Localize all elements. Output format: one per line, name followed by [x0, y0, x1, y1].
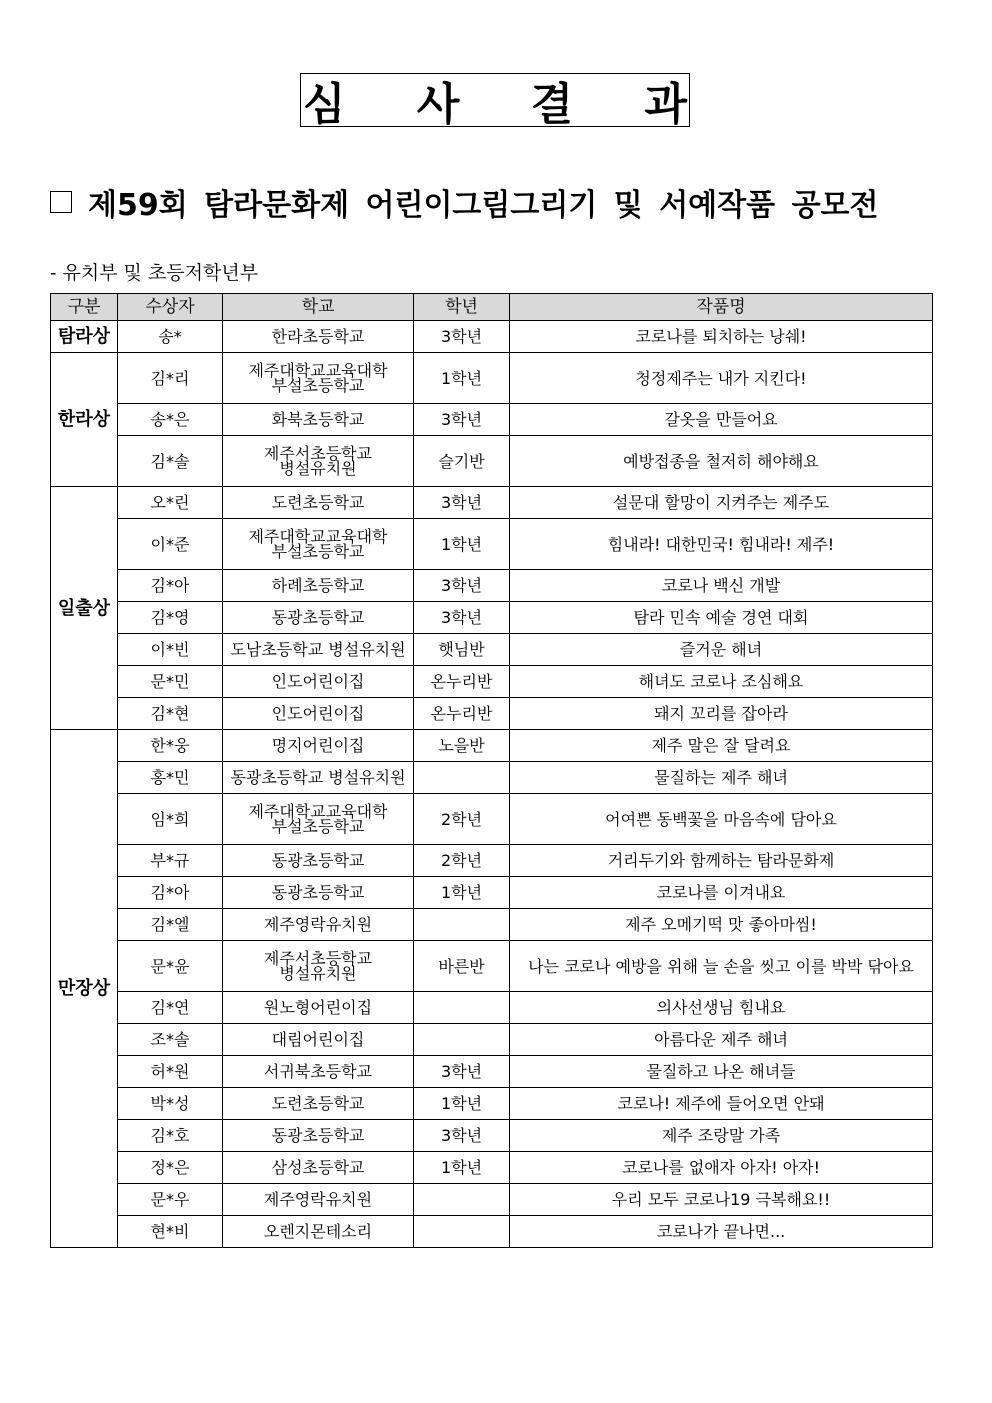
winner-name: 임*희 [118, 794, 223, 845]
table-row [51, 845, 933, 877]
work-title: 갈옷을 만들어요 [510, 404, 933, 436]
work-title: 우리 모두 코로나19 극복해요!! [510, 1184, 933, 1216]
school-name: 삼성초등학교 [223, 1152, 414, 1184]
work-title: 물질하고 나온 해녀들 [510, 1056, 933, 1088]
awards-table [50, 293, 933, 1248]
winner-name: 송* [118, 321, 223, 353]
grade [414, 1024, 510, 1056]
school-name: 한라초등학교 [223, 321, 414, 353]
table-row [51, 941, 933, 992]
grade: 2학년 [414, 845, 510, 877]
grade: 3학년 [414, 1120, 510, 1152]
table-row [51, 794, 933, 845]
school-name: 대림어린이집 [223, 1024, 414, 1056]
winner-name: 김*솔 [118, 436, 223, 487]
table-row [51, 666, 933, 698]
school-name: 동광초등학교 [223, 877, 414, 909]
grade: 3학년 [414, 602, 510, 634]
winner-name: 한*웅 [118, 730, 223, 762]
work-title: 코로나를 퇴치하는 낭쉐! [510, 321, 933, 353]
school-name: 하례초등학교 [223, 570, 414, 602]
work-title: 나는 코로나 예방을 위해 늘 손을 씻고 이를 박박 닦아요 [510, 941, 933, 992]
work-title: 어여쁜 동백꽃을 마음속에 담아요 [510, 794, 933, 845]
grade [414, 1184, 510, 1216]
table-row [51, 992, 933, 1024]
winner-name: 이*빈 [118, 634, 223, 666]
work-title: 돼지 꼬리를 잡아라 [510, 698, 933, 730]
winner-name: 김*호 [118, 1120, 223, 1152]
grade: 3학년 [414, 1056, 510, 1088]
table-row [51, 436, 933, 487]
grade: 온누리반 [414, 666, 510, 698]
table-row [51, 487, 933, 519]
winner-name: 김*아 [118, 877, 223, 909]
grade: 3학년 [414, 404, 510, 436]
grade: 노을반 [414, 730, 510, 762]
winner-name: 부*규 [118, 845, 223, 877]
grade [414, 992, 510, 1024]
work-title: 거리두기와 함께하는 탐라문화제 [510, 845, 933, 877]
school-name: 제주서초등학교 병설유치원 [223, 941, 414, 992]
work-title: 청정제주는 내가 지킨다! [510, 353, 933, 404]
grade: 슬기반 [414, 436, 510, 487]
section-heading-text: 제59회 탐라문화제 어린이그림그리기 및 서예작품 공모전 [88, 188, 879, 223]
school-name: 동광초등학교 [223, 845, 414, 877]
school-name: 인도어린이집 [223, 698, 414, 730]
grade: 3학년 [414, 321, 510, 353]
winner-name: 김*영 [118, 602, 223, 634]
winner-name: 허*원 [118, 1056, 223, 1088]
table-row [51, 1024, 933, 1056]
winner-name: 김*현 [118, 698, 223, 730]
work-title: 코로나가 끝나면... [510, 1216, 933, 1248]
winner-name: 김*아 [118, 570, 223, 602]
work-title: 코로나 백신 개발 [510, 570, 933, 602]
work-title: 제주 말은 잘 달려요 [510, 730, 933, 762]
school-name: 제주서초등학교 병설유치원 [223, 436, 414, 487]
table-row [51, 1152, 933, 1184]
school-name: 도남초등학교 병설유치원 [223, 634, 414, 666]
header-grade: 학년 [414, 294, 510, 321]
work-title: 제주 조랑말 가족 [510, 1120, 933, 1152]
table-header-row [51, 294, 933, 321]
table-row [51, 1184, 933, 1216]
table-row [51, 762, 933, 794]
checkbox-icon [50, 191, 72, 213]
grade: 3학년 [414, 487, 510, 519]
school-name: 원노형어린이집 [223, 992, 414, 1024]
school-name: 도련초등학교 [223, 1088, 414, 1120]
winner-name: 김*리 [118, 353, 223, 404]
work-title: 아름다운 제주 해녀 [510, 1024, 933, 1056]
grade: 온누리반 [414, 698, 510, 730]
school-name: 제주대학교교육대학 부설초등학교 [223, 794, 414, 845]
award-category: 한라상 [51, 353, 118, 487]
table-row [51, 321, 933, 353]
header-work-title: 작품명 [510, 294, 933, 321]
school-name: 오렌지몬테소리 [223, 1216, 414, 1248]
winner-name: 김*엘 [118, 909, 223, 941]
winner-name: 문*민 [118, 666, 223, 698]
school-name: 도련초등학교 [223, 487, 414, 519]
work-title: 제주 오메기떡 맛 좋아마씸! [510, 909, 933, 941]
table-row [51, 698, 933, 730]
table-row [51, 909, 933, 941]
work-title: 의사선생님 힘내요 [510, 992, 933, 1024]
school-name: 인도어린이집 [223, 666, 414, 698]
table-row [51, 1088, 933, 1120]
winner-name: 현*비 [118, 1216, 223, 1248]
table-row [51, 404, 933, 436]
school-name: 서귀북초등학교 [223, 1056, 414, 1088]
grade: 2학년 [414, 794, 510, 845]
table-row [51, 519, 933, 570]
grade: 1학년 [414, 353, 510, 404]
awards-table-body [51, 321, 933, 1248]
winner-name: 오*린 [118, 487, 223, 519]
winner-name: 박*성 [118, 1088, 223, 1120]
work-title: 코로나! 제주에 들어오면 안돼 [510, 1088, 933, 1120]
award-category: 탐라상 [51, 321, 118, 353]
winner-name: 문*우 [118, 1184, 223, 1216]
page-title: 심 사 결 과 [303, 79, 715, 130]
table-row [51, 1120, 933, 1152]
title-box [300, 73, 715, 130]
header-category: 구분 [51, 294, 118, 321]
school-name: 제주대학교교육대학 부설초등학교 [223, 519, 414, 570]
grade [414, 1216, 510, 1248]
winner-name: 홍*민 [118, 762, 223, 794]
grade: 1학년 [414, 1152, 510, 1184]
school-name: 제주영락유치원 [223, 1184, 414, 1216]
table-row [51, 634, 933, 666]
school-name: 동광초등학교 병설유치원 [223, 762, 414, 794]
work-title: 예방접종을 철저히 해야해요 [510, 436, 933, 487]
school-name: 동광초등학교 [223, 602, 414, 634]
work-title: 설문대 할망이 지켜주는 제주도 [510, 487, 933, 519]
header-winner: 수상자 [118, 294, 223, 321]
table-row [51, 570, 933, 602]
work-title: 탐라 민속 예술 경연 대회 [510, 602, 933, 634]
award-category: 일출상 [51, 487, 118, 730]
winner-name: 조*솔 [118, 1024, 223, 1056]
grade: 1학년 [414, 877, 510, 909]
school-name: 동광초등학교 [223, 1120, 414, 1152]
winner-name: 송*은 [118, 404, 223, 436]
winner-name: 정*은 [118, 1152, 223, 1184]
winner-name: 김*연 [118, 992, 223, 1024]
grade [414, 909, 510, 941]
subheading: - 유치부 및 초등저학년부 [50, 262, 259, 284]
grade: 1학년 [414, 1088, 510, 1120]
winner-name: 문*윤 [118, 941, 223, 992]
table-row [51, 353, 933, 404]
grade: 1학년 [414, 519, 510, 570]
grade: 바른반 [414, 941, 510, 992]
work-title: 해녀도 코로나 조심해요 [510, 666, 933, 698]
table-row [51, 730, 933, 762]
school-name: 제주영락유치원 [223, 909, 414, 941]
work-title: 힘내라! 대한민국! 힘내라! 제주! [510, 519, 933, 570]
school-name: 화북초등학교 [223, 404, 414, 436]
table-row [51, 1216, 933, 1248]
school-name: 명지어린이집 [223, 730, 414, 762]
work-title: 코로나를 이겨내요 [510, 877, 933, 909]
award-category: 만장상 [51, 730, 118, 1248]
grade: 3학년 [414, 570, 510, 602]
work-title: 물질하는 제주 해녀 [510, 762, 933, 794]
grade: 햇님반 [414, 634, 510, 666]
work-title: 즐거운 해녀 [510, 634, 933, 666]
grade [414, 762, 510, 794]
winner-name: 이*준 [118, 519, 223, 570]
section-heading [50, 180, 950, 224]
school-name: 제주대학교교육대학 부설초등학교 [223, 353, 414, 404]
work-title: 코로나를 없애자 아자! 아자! [510, 1152, 933, 1184]
table-row [51, 602, 933, 634]
table-row [51, 877, 933, 909]
header-school: 학교 [223, 294, 414, 321]
table-row [51, 1056, 933, 1088]
